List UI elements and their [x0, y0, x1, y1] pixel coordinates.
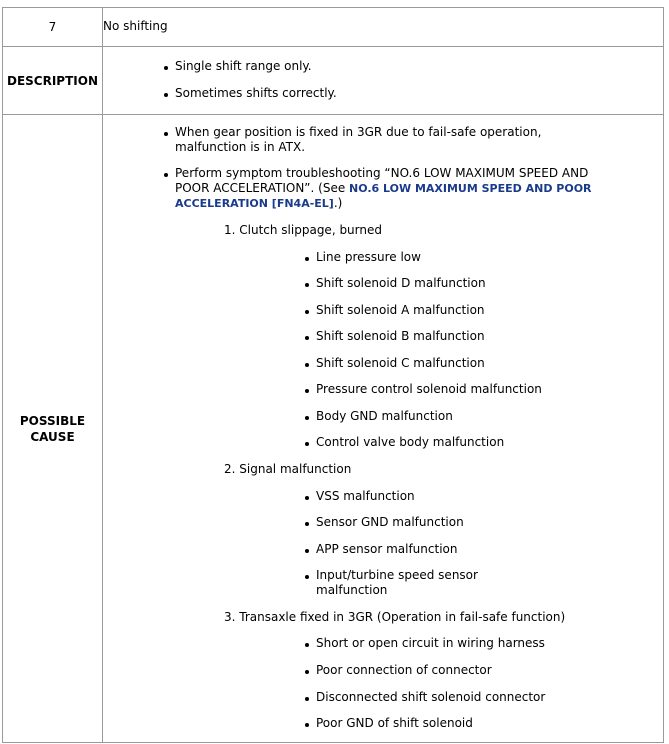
bullet	[305, 522, 309, 526]
bullet	[164, 173, 168, 177]
cause-item-continuation: malfunction	[316, 583, 388, 597]
bullet	[305, 442, 309, 446]
cause-title: 2. Signal malfunction	[224, 462, 352, 476]
intro-text: .)	[333, 196, 343, 210]
bullet	[305, 363, 309, 367]
cause-item: Input/turbine speed sensor	[316, 568, 478, 582]
bullet	[305, 697, 309, 701]
symptom-table	[2, 7, 664, 743]
bullet	[164, 132, 168, 136]
intro-line	[175, 181, 592, 196]
bullet	[305, 257, 309, 261]
description-item: Sometimes shifts correctly.	[175, 86, 337, 100]
cause-item: Body GND malfunction	[316, 409, 453, 423]
cause-item: Short or open circuit in wiring harness	[316, 636, 545, 650]
bullet	[305, 643, 309, 647]
bullet	[305, 723, 309, 727]
cause-item: Line pressure low	[316, 250, 421, 264]
reference-link[interactable]: ACCELERATION [FN4A-EL]	[175, 197, 334, 210]
cause-item: Poor connection of connector	[316, 663, 492, 677]
possible-cause-cell	[103, 115, 663, 742]
row-description	[3, 46, 663, 115]
intro-line: malfunction is in ATX.	[175, 140, 306, 154]
intro-line: Perform symptom troubleshooting “NO.6 LOW MAXIMUM SPEED AND	[175, 166, 589, 180]
bullet	[305, 283, 309, 287]
cause-item: Pressure control solenoid malfunction	[316, 382, 542, 396]
symptom-title-cell	[103, 8, 663, 46]
symptom-number: 7	[3, 8, 103, 46]
bullet	[305, 575, 309, 579]
cause-title: 1. Clutch slippage, burned	[224, 223, 382, 237]
possible-cause-label	[3, 115, 103, 742]
cause-item: Sensor GND malfunction	[316, 515, 464, 529]
bullet	[305, 549, 309, 553]
cause-item: Shift solenoid B malfunction	[316, 329, 485, 343]
cause-item: Shift solenoid C malfunction	[316, 356, 485, 370]
intro-line: When gear position is fixed in 3GR due to fail-safe operation,	[175, 125, 542, 139]
bullet	[305, 416, 309, 420]
intro-line	[175, 196, 342, 211]
possible-cause-label-line1: POSSIBLE	[19, 413, 86, 428]
bullet	[305, 336, 309, 340]
cause-title: 3. Transaxle fixed in 3GR (Operation in fail-safe function)	[224, 610, 566, 624]
row-possible-cause	[3, 114, 663, 742]
possible-cause-label-line2: CAUSE	[30, 429, 75, 444]
bullet	[305, 389, 309, 393]
cause-item: Shift solenoid A malfunction	[316, 303, 485, 317]
row-symptom	[3, 8, 663, 46]
cause-item: VSS malfunction	[316, 489, 415, 503]
cause-item: Disconnected shift solenoid connector	[316, 690, 546, 704]
description-item: Single shift range only.	[175, 59, 312, 73]
intro-text: POOR ACCELERATION”. (See	[175, 181, 350, 195]
bullet	[164, 93, 168, 97]
cause-item: Poor GND of shift solenoid	[316, 716, 473, 730]
cause-item: APP sensor malfunction	[316, 542, 458, 556]
symptom-title: No shifting	[103, 19, 168, 33]
cause-item: Control valve body malfunction	[316, 435, 505, 449]
reference-link[interactable]: NO.6 LOW MAXIMUM SPEED AND POOR	[349, 182, 592, 195]
bullet	[305, 496, 309, 500]
bullet	[305, 310, 309, 314]
description-cell	[103, 47, 663, 115]
bullet	[164, 66, 168, 70]
cause-item: Shift solenoid D malfunction	[316, 276, 486, 290]
description-label: DESCRIPTION	[3, 47, 103, 115]
bullet	[305, 670, 309, 674]
